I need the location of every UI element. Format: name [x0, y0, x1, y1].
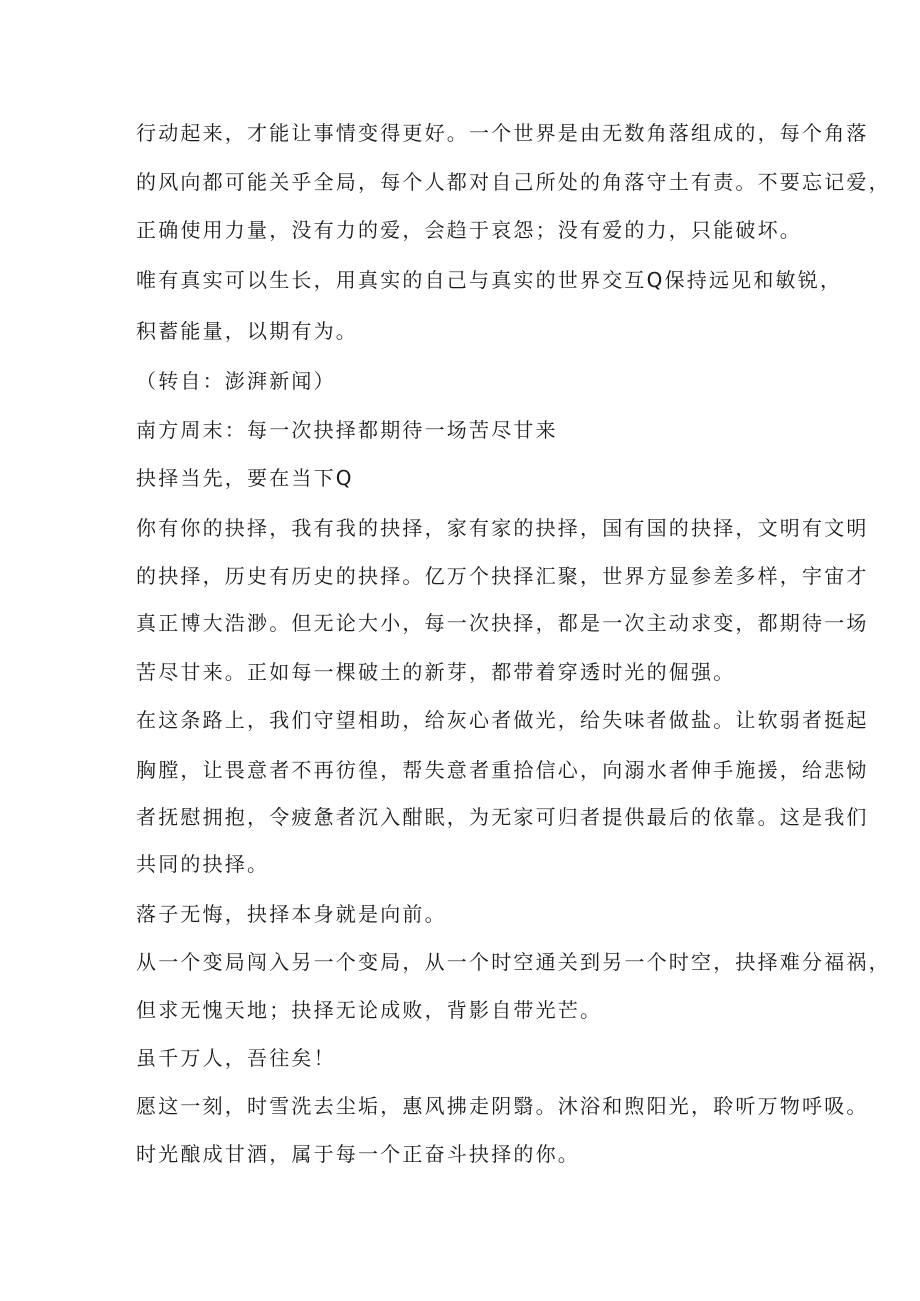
text-line: 你有你的抉择，我有我的抉择，家有家的抉择，国有国的抉择，文明有文明 [136, 516, 869, 540]
text-line: 的抉择，历史有历史的抉择。亿万个抉择汇聚，世界方显参差多样，宇宙才 [136, 564, 869, 588]
text-line: 时光酿成甘酒，属于每一个正奋斗抉择的你。 [136, 1142, 580, 1166]
text-line: （转自：澎湃新闻） [136, 369, 336, 393]
text-line: 的风向都可能关乎全局，每个人都对自己所处的角落守土有责。不要忘记爱， [136, 170, 891, 194]
text-line: 虽千万人，吾往矣！ [136, 1046, 336, 1070]
text-line: 积蓄能量，以期有为。 [136, 319, 358, 343]
text-line: 唯有真实可以生长，用真实的自己与真实的世界交互Q保持远见和敏锐， [136, 268, 843, 292]
text-line: 苦尽甘来。正如每一棵破土的新芽，都带着穿透时光的倔强。 [136, 660, 736, 684]
text-line: 真正博大浩渺。但无论大小，每一次抉择，都是一次主动求变，都期待一场 [136, 611, 869, 635]
text-line: 愿这一刻，时雪洗去尘垢，惠风拂走阴翳。沐浴和煦阳光，聆听万物呼吸。 [136, 1094, 869, 1118]
text-line: 者抚慰拥抱，令疲惫者沉入酣眠，为无家可归者提供最后的依靠。这是我们 [136, 805, 869, 829]
text-line: 从一个变局闯入另一个变局，从一个时空通关到另一个时空，抉择难分福祸， [136, 950, 891, 974]
text-line: 落子无悔，抉择本身就是向前。 [136, 902, 447, 926]
text-line: 抉择当先，要在当下Q [136, 466, 354, 490]
text-line: 共同的抉择。 [136, 852, 270, 876]
text-line: 胸膛，让畏意者不再彷徨，帮失意者重拾信心，向溺水者伸手施援，给悲恸 [136, 758, 869, 782]
text-line: 正确使用力量，没有力的爱，会趋于哀怨；没有爱的力，只能破坏。 [136, 218, 802, 242]
text-line: 在这条路上，我们守望相助，给灰心者做光，给失味者做盐。让软弱者挺起 [136, 708, 869, 732]
text-line: 南方周末：每一次抉择都期待一场苦尽甘来 [136, 418, 558, 442]
text-line: 行动起来，才能让事情变得更好。一个世界是由无数角落组成的，每个角落 [136, 121, 869, 145]
text-line: 但求无愧天地；抉择无论成败，背影自带光芒。 [136, 998, 603, 1022]
